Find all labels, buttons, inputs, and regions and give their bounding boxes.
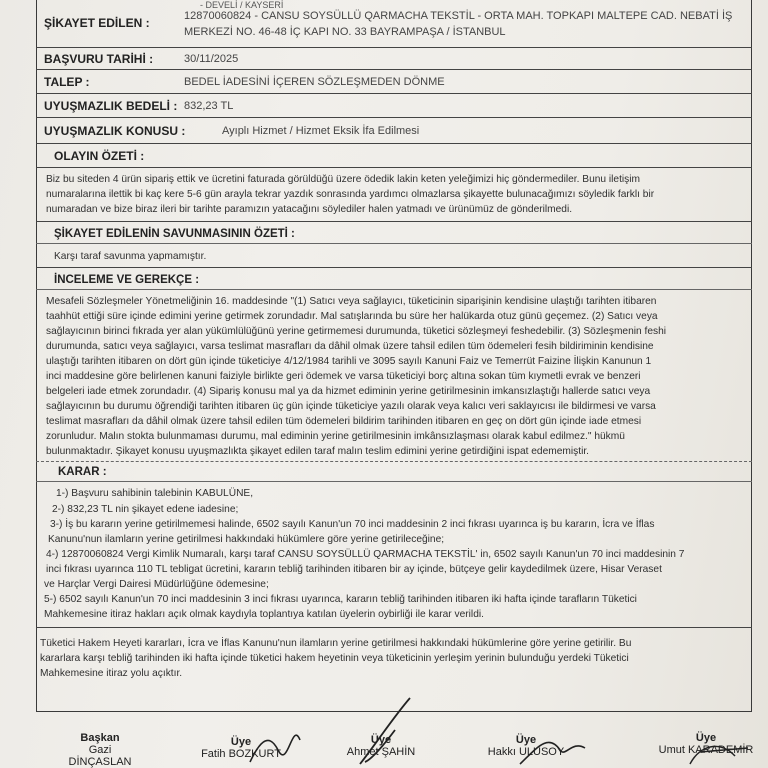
decision-line: ve Harçlar Vergi Dairesi Müdürlüğüne ödemesine; (44, 579, 269, 590)
signature-name: Gazi DİNÇASLAN (68, 744, 132, 768)
dispute-amount-label: UYUŞMAZLIK BEDELİ : (44, 99, 178, 113)
signature-member-2 (336, 734, 426, 758)
divider (36, 264, 752, 268)
signature-name: Ahmet ŞAHİN (346, 746, 416, 758)
signature-title: Üye (515, 734, 537, 746)
request-label: TALEP : (44, 75, 90, 89)
request-row (36, 70, 752, 94)
divider (36, 240, 752, 244)
dispute-subject-row (36, 118, 752, 144)
review-title: İNCELEME VE GEREKÇE : (54, 274, 200, 286)
decision-line: 4-) 12870060824 Vergi Kimlik Numaralı, karşı taraf CANSU SOYSÜLLÜ QARMACHA TEKSTİL' in, 6502 sayılı Kanun'un 70 inci maddesinin 7 (46, 549, 685, 560)
defense-title: ŞİKAYET EDİLENİN SAVUNMASININ ÖZETİ : (54, 228, 295, 240)
summary-header-row (36, 144, 752, 168)
signature-title: Üye (695, 732, 717, 744)
dispute-amount-value: 832,23 TL (184, 100, 234, 112)
footer-note (40, 636, 740, 681)
header-scrap: - DEVELİ / KAYSERİ (200, 0, 284, 10)
dispute-subject-value: Ayıplı Hizmet / Hizmet Eksik İfa Edilmesi (222, 125, 420, 137)
review-line: teslimat masrafları da dâhil olmak üzere tahsil edilen tüm ödemeleri bildirim tarihinden itibaren en geç on dört gün içinde iade etmesi (46, 416, 642, 427)
summary-title: OLAYIN ÖZETİ : (54, 149, 145, 163)
summary-line: numaralarına ilettik bi kaç kere 5-6 gün arayla tekrar yazdık sonrasında yardımcı olmazlarsa şikayette bulunacağımızı söyledik farklı bir (46, 189, 655, 200)
divider (36, 214, 752, 222)
decision-title: KARAR : (58, 466, 107, 478)
signature-title: Başkan (80, 732, 120, 744)
footer-note-line: Mahkemesine itiraz yolu açıktır. (40, 668, 183, 679)
signature-title: Üye (230, 736, 252, 748)
signature-member-3 (480, 734, 572, 758)
decision-line: 5-) 6502 sayılı Kanun'un 70 inci maddesinin 3 inci fıkrası uyarınca, kararın tebliğ tarihinden itibaren iki hafta içinde tarafların Tüketici (44, 594, 637, 605)
signature-name: Hakkı ULUSOY (487, 746, 565, 758)
footer-note-line: Tüketici Hakem Heyeti kararları, İcra ve İflas Kanunu'nun ilamların yerine getirilmesi hakkındaki hükümlerine göre yerine getirilir. Bu (40, 638, 632, 649)
review-line: bulunmaktadır. Şikayet konusu uyuşmazlıkta şikayet edilen taraf malın teslim edimini yerine getirdiğini ispat edememiştir. (46, 446, 590, 457)
signature-name: Fatih BOZKURT (201, 748, 281, 760)
review-text (46, 294, 746, 459)
review-line: zorunludur. Malın stokta bulunmaması durumu, mal ediminin yerine getirilmesinin imkânsızlaşması olarak kabul edilmez." hükmü (46, 431, 625, 442)
defense-text: Karşı taraf savunma yapmamıştır. (54, 251, 207, 262)
application-date-label: BAŞVURU TARİHİ : (44, 52, 154, 66)
divider (36, 620, 752, 628)
signature-chair (60, 732, 140, 768)
divider (36, 478, 752, 482)
footer-note-line: kararlara karşı tebliğ tarihinden iki hafta içinde tüketici hakem heyetinin veya tüketicinin yerleşim yerinin bulunduğu yerdeki Tüketici (40, 653, 629, 664)
application-date-row (36, 48, 752, 70)
review-line: taahhüt ettiği süre içinde edimini yerine getirmek zorundadır. Mal satışlarında bu süre her halükarda otuz günü geçemez. (2) Satıcı veya (46, 311, 658, 322)
decision-line: Kanunu'nun ilamların yerine getirilmesi hakkındaki hükümlere göre yerine getirileceğine; (48, 534, 445, 545)
decision-line: 1-) Başvuru sahibinin talebinin KABULÜNE, (56, 488, 254, 499)
decision-line: Mahkemesine itiraz hakları açık olmak kaydıyla toplantıya katılan üyelerin oybirliği ile karar verildi. (44, 609, 484, 620)
request-value: BEDEL İADESİNİ İÇEREN SÖZLEŞMEDEN DÖNME (184, 76, 445, 88)
complainee-line2: MERKEZİ NO. 46-48 İÇ KAPI NO. 33 BAYRAMPAŞA / İSTANBUL (184, 26, 506, 38)
review-line: durumunda, satıcı veya sağlayıcı, varsa teslimat masrafları da dâhil olmak üzere tahsil edilen tüm ödemeleri fesih bildiriminin kendisine (46, 341, 654, 352)
application-date-value: 30/11/2025 (184, 53, 239, 65)
summary-line: numaradan ve bize biraz ileri bir tarihte paramızın yatacağını söylediler halen yatmadı ve ürünümüz de gönderilmedi. (46, 204, 573, 215)
review-line: sağlayıcının birinci fıkrada yer alan yükümlülüğünü yerine getirmemesi durumunda, tüketici sözleşmeyi feshedebilir. (3) Sözleşmenin feshi (46, 326, 667, 337)
dispute-amount-row (36, 94, 752, 118)
complainee-line1: 12870060824 - CANSU SOYSÜLLÜ QARMACHA TEKSTİL - ORTA MAH. TOPKAPI MALTEPE CAD. NEBATİ İŞ (184, 10, 733, 22)
review-line: ulaştığı tarihten itibaren on dört gün içinde tüketiciye 4/12/1984 tarihli ve 3095 sayılı Kanuni Faiz ve Temerrüt Faizine İlişkin Kanunun 1 (46, 356, 652, 367)
signature-member-4 (652, 732, 760, 756)
review-line: belgeleri iade etmek zorundadır. (4) Sipariş konusu mal ya da hizmet ediminin yerine getirilmesinin imkansızlaştığı hallerde satıcı veya (46, 386, 651, 397)
decision-line: 3-) İş bu kararın yerine getirilmemesi halinde, 6502 sayılı Kanun'un 70 inci maddesinin 2 inci fıkrası uyarınca iş bu kararın, İcra ve İflas (50, 519, 655, 530)
divider (36, 286, 752, 290)
review-line: inci maddesine göre belirlenen kanuni faiziyle birlikte geri ödemek ve varsa tüketiciyi borç altına sokan tüm kıymetli evrak ve benzeri (46, 371, 641, 382)
complainee-row (36, 4, 752, 48)
complainee-label: ŞİKAYET EDİLEN : (44, 16, 150, 30)
signature-name: Umut KARADEMİR (658, 744, 754, 756)
summary-line: Biz bu siteden 4 ürün sipariş ettik ve ücretini faturada görüldüğü üzere ödedik lakin keten yeleğimizi hiç göndermediler. Bunu iletişim (46, 174, 641, 185)
dispute-subject-label: UYUŞMAZLIK KONUSU : (44, 124, 186, 138)
divider (36, 458, 752, 462)
review-line: Mesafeli Sözleşmeler Yönetmeliğinin 16. maddesinde "(1) Satıcı veya sağlayıcı, tüketicinin siparişinin kendisine ulaştığı tarihten itibaren (46, 296, 657, 307)
decision-line: 2-) 832,23 TL nin şikayet edene iadesine; (52, 504, 239, 515)
summary-text (46, 172, 746, 217)
signature-member-1 (196, 736, 286, 760)
review-line: sağlayıcının bu durumu öğrendiği tarihten itibaren üç gün içinde tüketiciye yazılı olarak veya kalıcı veri saklayıcısı ile bildirmesi ve varsa (46, 401, 656, 412)
decision-line: inci fıkrası uyarınca 110 TL tebligat ücretini, kararın tebliğ tarihinden itibaren bir ay içinde, bütçeye gelir kaydedilmek üzere, Hisar Veraset (46, 564, 662, 575)
signature-title: Üye (370, 734, 392, 746)
